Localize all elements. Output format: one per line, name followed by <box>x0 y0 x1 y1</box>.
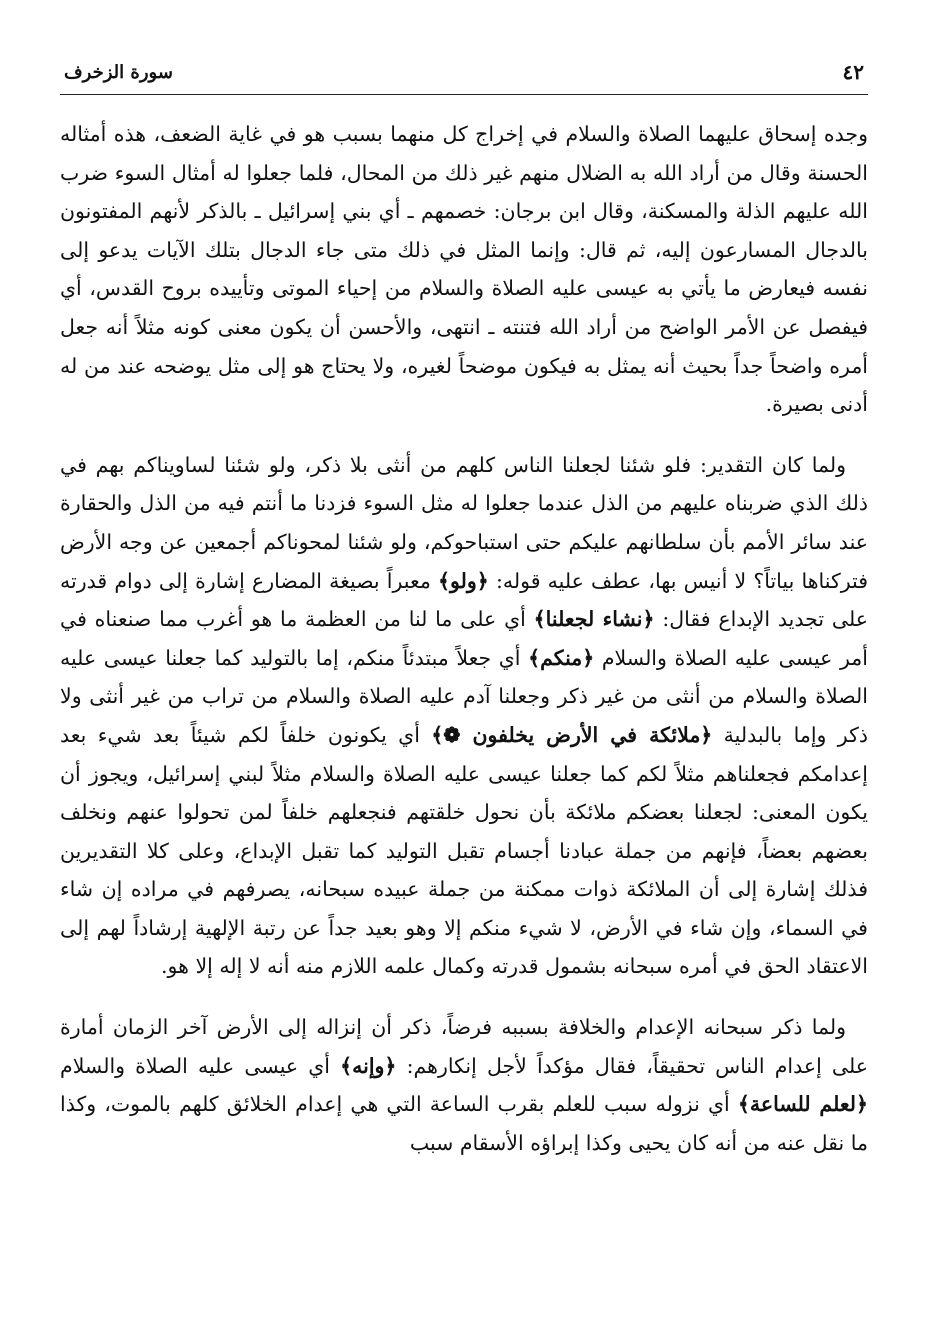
page-header <box>60 46 868 95</box>
paragraph-3 <box>60 1008 868 1162</box>
quran-verse: ﴿لعلم للساعة﴾ <box>737 1092 868 1117</box>
text-segment: أي يكونون خلفاً لكم شيئاً بعد شيء بعد إعدامكم فجعلناهم مثلاً لكم كما جعلنا عيسى عليه الصلاة والسلام مثلاً لبني إسرائيل، ويجوز أن يكون المعنى: لجعلنا بعضكم ملائكة بأن نحول خلقتهم فنجعلهم خلفاً لمن تحولوا عنهم ونخلف بعضهم بعضاً، فإنهم من جملة عبادنا أجسام تقبل التوليد كما تقبل الإبداع، وعلى كلا التقديرين فذلك إشارة إلى أن الملائكة ذوات ممكنة من جملة عبيده سبحانه، يصرفهم في مراده إن شاء في السماء، وإن شاء في الأرض، لا شيء منكم إلا وهو بعيد جداً عن رتبة الإلهية إرشاداً لهم إلى الاعتقاد الحق في أمره سبحانه بشمول قدرته وكمال علمه اللازم منه أنه لا إله إلا هو. <box>60 722 868 979</box>
document-page <box>60 46 868 1306</box>
page-body <box>60 115 868 1162</box>
paragraph-1 <box>60 115 868 424</box>
text-segment: ولما كان التقدير: فلو شئنا لجعلنا الناس كلهم من أنثى بلا ذكر، ولو شئنا لساويناكم بهم في ذلك الذي ضربناه عليهم من الذل عندما جعلوا له مثل السوء فزدنا ما أنتم فيه من الذل والحقارة عند سائر الأمم بأن سلطانهم عليكم حتى استباحوكم، ولو شئنا لمحوناكم أجمعين عن وجه الأرض فتركناها بياتاً؟ لا أنيس بها، عطف عليه قوله: <box>60 452 868 593</box>
text-segment: وجده إسحاق عليهما الصلاة والسلام في إخراج كل منهما بسبب هو في غاية الضعف، هذه أمثاله الحسنة وقال من أراد الله به الضلال منهم غير ذلك من المحال، فلما جعلوا له أمثال السوء ضرب الله عليهم الذلة والمسكنة، وقال ابن برجان: خصمهم ـ أي بني إسرائيل ـ بالذكر لأنهم المفتونون بالدجال المسارعون إليه، ثم قال: وإنما المثل في ذلك متى جاء الدجال بتلك الآيات يدعو إلى نفسه فيعارض ما يأتي به عيسى عليه الصلاة والسلام من إحياء الموتى وتأييده بروح القدس، أي فيفصل عن الأمر الواضح من أراد الله فتنته ـ انتهى، والأحسن أن يكون معنى كونه مثلاً أنه جعل أمره واضحاً جداً بحيث أنه يمثل به فيكون موضحاً لغيره، ولا يحتاج هو إلى مثل يوضحه عند من له أدنى بصيرة. <box>60 122 868 417</box>
text-segment: أي على ما لنا من العظمة ما هو أغرب مما صنعناه في أمر عيسى عليه الصلاة والسلام <box>60 607 868 670</box>
quran-verse: ﴿وإنه﴾ <box>340 1053 397 1078</box>
quran-verse: ﴿منكم﴾ <box>528 645 595 670</box>
quran-verse: ﴿ولو﴾ <box>438 568 489 593</box>
surah-title: سورة الزخرف <box>64 62 173 83</box>
page-number: ٤٢ <box>842 60 864 84</box>
text-segment: أي عيسى عليه الصلاة والسلام <box>60 1053 341 1078</box>
text-segment: أي نزوله سبب للعلم بقرب الساعة التي هي إعدام الخلائق كلهم بالموت، وكذا ما نقل عنه من أنه كان يحيى وكذا إبراؤه الأسقام سبب <box>60 1092 868 1155</box>
paragraph-2 <box>60 446 868 986</box>
quran-verse: ﴿نشاء لجعلنا﴾ <box>533 607 655 632</box>
text-segment: أي جعلاً مبتدئاً منكم، إما بالتوليد كما جعلنا عيسى عليه الصلاة والسلام من أنثى من غير ذكر وجعلنا آدم عليه الصلاة والسلام من تراب من غير أنثى ولا ذكر وإما بالبدلية <box>60 645 868 747</box>
text-segment: ولما ذكر سبحانه الإعدام والخلافة بسببه فرضاً، ذكر أن إنزاله إلى الأرض آخر الزمان أمارة على إعدام الناس تحقيقاً، فقال مؤكداً لأجل إنكارهم: <box>60 1015 868 1078</box>
text-segment: معبراً بصيغة المضارع إشارة إلى دوام قدرته على تجديد الإبداع فقال: <box>60 568 868 632</box>
quran-verse: ﴿ملائكة في الأرض يخلفون ❁﴾ <box>431 722 713 747</box>
